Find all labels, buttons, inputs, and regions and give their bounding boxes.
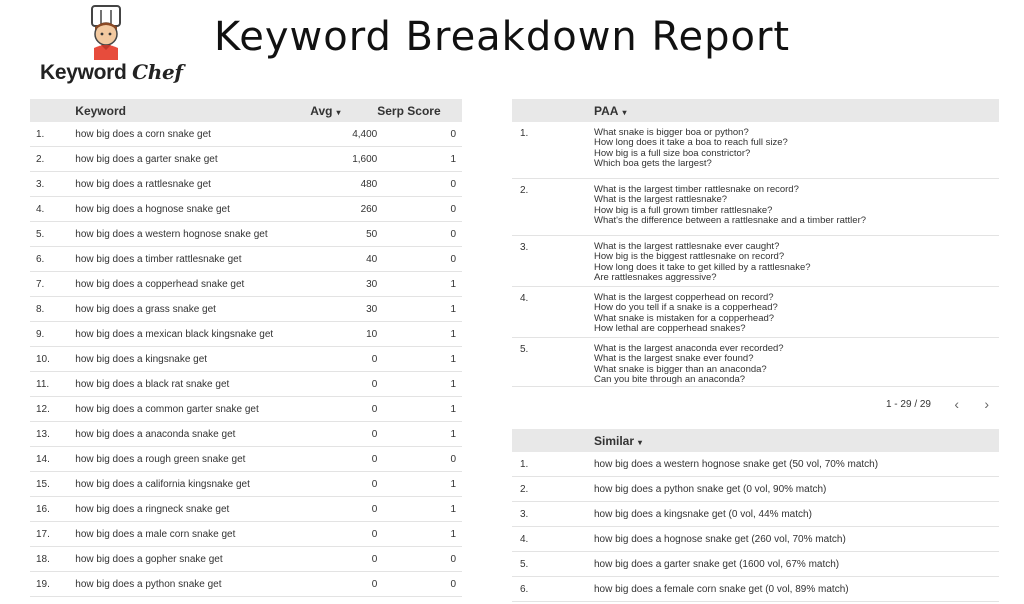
paa-question: What is the largest rattlesnake?	[594, 194, 728, 206]
keyword-cell: how big does a male corn snake get	[75, 522, 310, 547]
paa-questions	[594, 128, 788, 170]
row-index: 5.	[520, 344, 529, 355]
avg-cell: 0	[310, 422, 377, 447]
keyword-cell: how big does a grass snake get	[75, 297, 310, 322]
avg-cell: 0	[310, 522, 377, 547]
row-index: 1.	[520, 459, 529, 470]
serp-score-cell: 0	[377, 572, 462, 597]
list-item[interactable]	[512, 527, 999, 552]
list-item[interactable]	[512, 452, 999, 477]
similar-keyword: how big does a female corn snake get (0 vol, 89% match)	[594, 584, 849, 595]
paa-question: How do you tell if a snake is a copperhead?	[594, 302, 778, 314]
row-index: 18.	[30, 547, 75, 572]
paa-question: What snake is mistaken for a copperhead?	[594, 312, 775, 324]
avg-cell: 0	[310, 497, 377, 522]
paa-question: Are rattlesnakes aggressive?	[594, 272, 717, 284]
keyword-cell: how big does a kingsnake get	[75, 347, 310, 372]
sort-desc-icon: ▾	[336, 107, 341, 117]
keyword-cell: how big does a mexican black kingsnake get	[75, 322, 310, 347]
table-row[interactable]	[30, 447, 462, 472]
list-item[interactable]	[512, 577, 999, 602]
chevron-left-icon[interactable]: ‹	[954, 396, 959, 412]
table-row[interactable]	[30, 272, 462, 297]
serp-score-cell: 0	[377, 172, 462, 197]
paa-question: How long does it take a boa to reach full size?	[594, 137, 788, 149]
keyword-cell: how big does a python snake get	[75, 572, 310, 597]
similar-keyword: how big does a kingsnake get (0 vol, 44% match)	[594, 509, 812, 520]
table-row[interactable]	[30, 322, 462, 347]
keyword-column-header[interactable]: Keyword	[75, 99, 310, 122]
avg-cell: 40	[310, 247, 377, 272]
keyword-cell: how big does a gopher snake get	[75, 547, 310, 572]
table-row[interactable]	[30, 222, 462, 247]
avg-cell: 0	[310, 372, 377, 397]
row-index: 19.	[30, 572, 75, 597]
serp-score-cell: 1	[377, 322, 462, 347]
avg-cell: 1,600	[310, 147, 377, 172]
row-index: 6.	[520, 584, 529, 595]
similar-table	[512, 429, 999, 602]
serp-score-column-header[interactable]: Serp Score	[377, 99, 462, 122]
row-index: 15.	[30, 472, 75, 497]
row-index: 16.	[30, 497, 75, 522]
paa-question: What is the largest copperhead on record?	[594, 292, 774, 303]
paa-question: Which boa gets the largest?	[594, 158, 712, 170]
table-row[interactable]	[30, 397, 462, 422]
serp-score-cell: 0	[377, 247, 462, 272]
similar-keyword: how big does a python snake get (0 vol, 90% match)	[594, 484, 827, 495]
paa-question: What is the largest timber rattlesnake on record?	[594, 184, 799, 195]
row-index: 2.	[520, 484, 529, 495]
table-row[interactable]	[30, 197, 462, 222]
serp-score-cell: 1	[377, 147, 462, 172]
table-row[interactable]	[30, 247, 462, 272]
row-index: 5.	[30, 222, 75, 247]
page-title: Keyword Breakdown Report	[214, 14, 791, 60]
row-index: 1.	[520, 128, 529, 139]
paa-questions	[594, 242, 811, 284]
keyword-cell: how big does a california kingsnake get	[75, 472, 310, 497]
table-row[interactable]	[30, 122, 462, 147]
avg-cell: 0	[310, 572, 377, 597]
table-row[interactable]	[30, 147, 462, 172]
avg-cell: 0	[310, 547, 377, 572]
row-index: 3.	[520, 242, 529, 253]
index-header	[30, 99, 75, 122]
avg-cell: 0	[310, 472, 377, 497]
avg-cell: 30	[310, 272, 377, 297]
paa-header[interactable]: PAA ▾	[512, 99, 999, 122]
serp-score-cell: 1	[377, 422, 462, 447]
keyword-cell: how big does a hognose snake get	[75, 197, 310, 222]
row-index: 6.	[30, 247, 75, 272]
pagination-range: 1 - 29 / 29	[885, 399, 931, 410]
row-index: 1.	[30, 122, 75, 147]
table-row[interactable]	[30, 172, 462, 197]
table-row[interactable]	[30, 572, 462, 597]
paa-question: How big is a full grown timber rattlesnake?	[594, 204, 773, 216]
paa-question: How big is the biggest rattlesnake on record?	[594, 251, 785, 263]
keyword-cell: how big does a common garter snake get	[75, 397, 310, 422]
avg-cell: 10	[310, 322, 377, 347]
keyword-cell: how big does a garter snake get	[75, 147, 310, 172]
list-item[interactable]	[512, 287, 999, 338]
table-row[interactable]	[30, 472, 462, 497]
keyword-cell: how big does a anaconda snake get	[75, 422, 310, 447]
similar-header[interactable]: Similar ▾	[512, 429, 999, 452]
row-index: 9.	[30, 322, 75, 347]
paa-questions	[594, 344, 784, 386]
paa-question: How big is a full size boa constrictor?	[594, 147, 751, 159]
keyword-table	[30, 99, 462, 597]
list-item[interactable]	[512, 502, 999, 527]
list-item[interactable]	[512, 122, 999, 179]
table-row[interactable]	[30, 522, 462, 547]
keyword-cell: how big does a western hognose snake get	[75, 222, 310, 247]
row-index: 12.	[30, 397, 75, 422]
serp-score-cell: 1	[377, 297, 462, 322]
avg-cell: 30	[310, 297, 377, 322]
keyword-cell: how big does a corn snake get	[75, 122, 310, 147]
avg-cell: 0	[310, 447, 377, 472]
row-index: 17.	[30, 522, 75, 547]
table-row[interactable]	[30, 547, 462, 572]
brand-name: Keyword Chef	[40, 60, 183, 84]
list-item[interactable]	[512, 477, 999, 502]
keyword-cell: how big does a black rat snake get	[75, 372, 310, 397]
row-index: 4.	[30, 197, 75, 222]
row-index: 7.	[30, 272, 75, 297]
serp-score-cell: 0	[377, 197, 462, 222]
avg-cell: 4,400	[310, 122, 377, 147]
avg-cell: 260	[310, 197, 377, 222]
serp-score-cell: 0	[377, 547, 462, 572]
avg-column-header[interactable]: Avg ▾	[310, 99, 377, 122]
sort-desc-icon: ▾	[638, 438, 643, 447]
avg-cell: 480	[310, 172, 377, 197]
row-index: 3.	[520, 509, 529, 520]
table-row[interactable]	[30, 422, 462, 447]
row-index: 2.	[30, 147, 75, 172]
keyword-cell: how big does a copperhead snake get	[75, 272, 310, 297]
serp-score-cell: 0	[377, 222, 462, 247]
paa-question: What is the largest snake ever found?	[594, 353, 754, 365]
similar-keyword: how big does a garter snake get (1600 vol, 67% match)	[594, 559, 840, 570]
serp-score-cell: 1	[377, 272, 462, 297]
keyword-cell: how big does a rough green snake get	[75, 447, 310, 472]
serp-score-cell: 1	[377, 522, 462, 547]
serp-score-cell: 0	[377, 122, 462, 147]
paa-question: What snake is bigger boa or python?	[594, 127, 749, 138]
table-header-row	[30, 99, 462, 122]
paa-table	[512, 99, 999, 387]
row-index: 3.	[30, 172, 75, 197]
serp-score-cell: 0	[377, 447, 462, 472]
serp-score-cell: 1	[377, 347, 462, 372]
row-index: 2.	[520, 185, 529, 196]
serp-score-cell: 1	[377, 397, 462, 422]
chevron-right-icon[interactable]: ›	[984, 396, 989, 412]
serp-score-cell: 1	[377, 372, 462, 397]
table-row[interactable]	[30, 297, 462, 322]
keyword-cell: how big does a rattlesnake get	[75, 172, 310, 197]
keyword-cell: how big does a timber rattlesnake get	[75, 247, 310, 272]
table-row[interactable]	[30, 497, 462, 522]
paa-question: How long does it take to get killed by a rattlesnake?	[594, 261, 811, 273]
row-index: 8.	[30, 297, 75, 322]
list-item[interactable]	[512, 338, 999, 387]
keyword-cell: how big does a ringneck snake get	[75, 497, 310, 522]
paa-question: How lethal are copperhead snakes?	[594, 323, 746, 335]
row-index: 4.	[520, 534, 529, 545]
serp-score-cell: 1	[377, 497, 462, 522]
avg-cell: 0	[310, 397, 377, 422]
paa-question: What's the difference between a rattlesnake and a timber rattler?	[594, 215, 867, 227]
serp-score-cell: 1	[377, 472, 462, 497]
keyword-chef-logo	[36, 4, 186, 86]
paa-question: What snake is bigger than an anaconda?	[594, 363, 767, 375]
list-item[interactable]	[512, 236, 999, 287]
sort-desc-icon: ▾	[622, 108, 627, 117]
row-index: 4.	[520, 293, 529, 304]
row-index: 11.	[30, 372, 75, 397]
row-index: 13.	[30, 422, 75, 447]
similar-keyword: how big does a western hognose snake get (50 vol, 70% match)	[594, 459, 879, 470]
paa-question: What is the largest anaconda ever recorded?	[594, 343, 784, 354]
similar-keyword: how big does a hognose snake get (260 vol, 70% match)	[594, 534, 846, 545]
chef-mascot-icon	[84, 4, 128, 62]
table-row[interactable]	[30, 347, 462, 372]
avg-cell: 50	[310, 222, 377, 247]
row-index: 5.	[520, 559, 529, 570]
avg-cell: 0	[310, 347, 377, 372]
paa-question: Can you bite through an anaconda?	[594, 374, 746, 386]
paa-question: What is the largest rattlesnake ever caught?	[594, 241, 780, 252]
row-index: 10.	[30, 347, 75, 372]
row-index: 14.	[30, 447, 75, 472]
paa-questions	[594, 185, 866, 227]
table-row[interactable]	[30, 372, 462, 397]
paa-pagination	[512, 398, 999, 414]
paa-questions	[594, 293, 778, 335]
list-item[interactable]	[512, 179, 999, 236]
list-item[interactable]	[512, 552, 999, 577]
